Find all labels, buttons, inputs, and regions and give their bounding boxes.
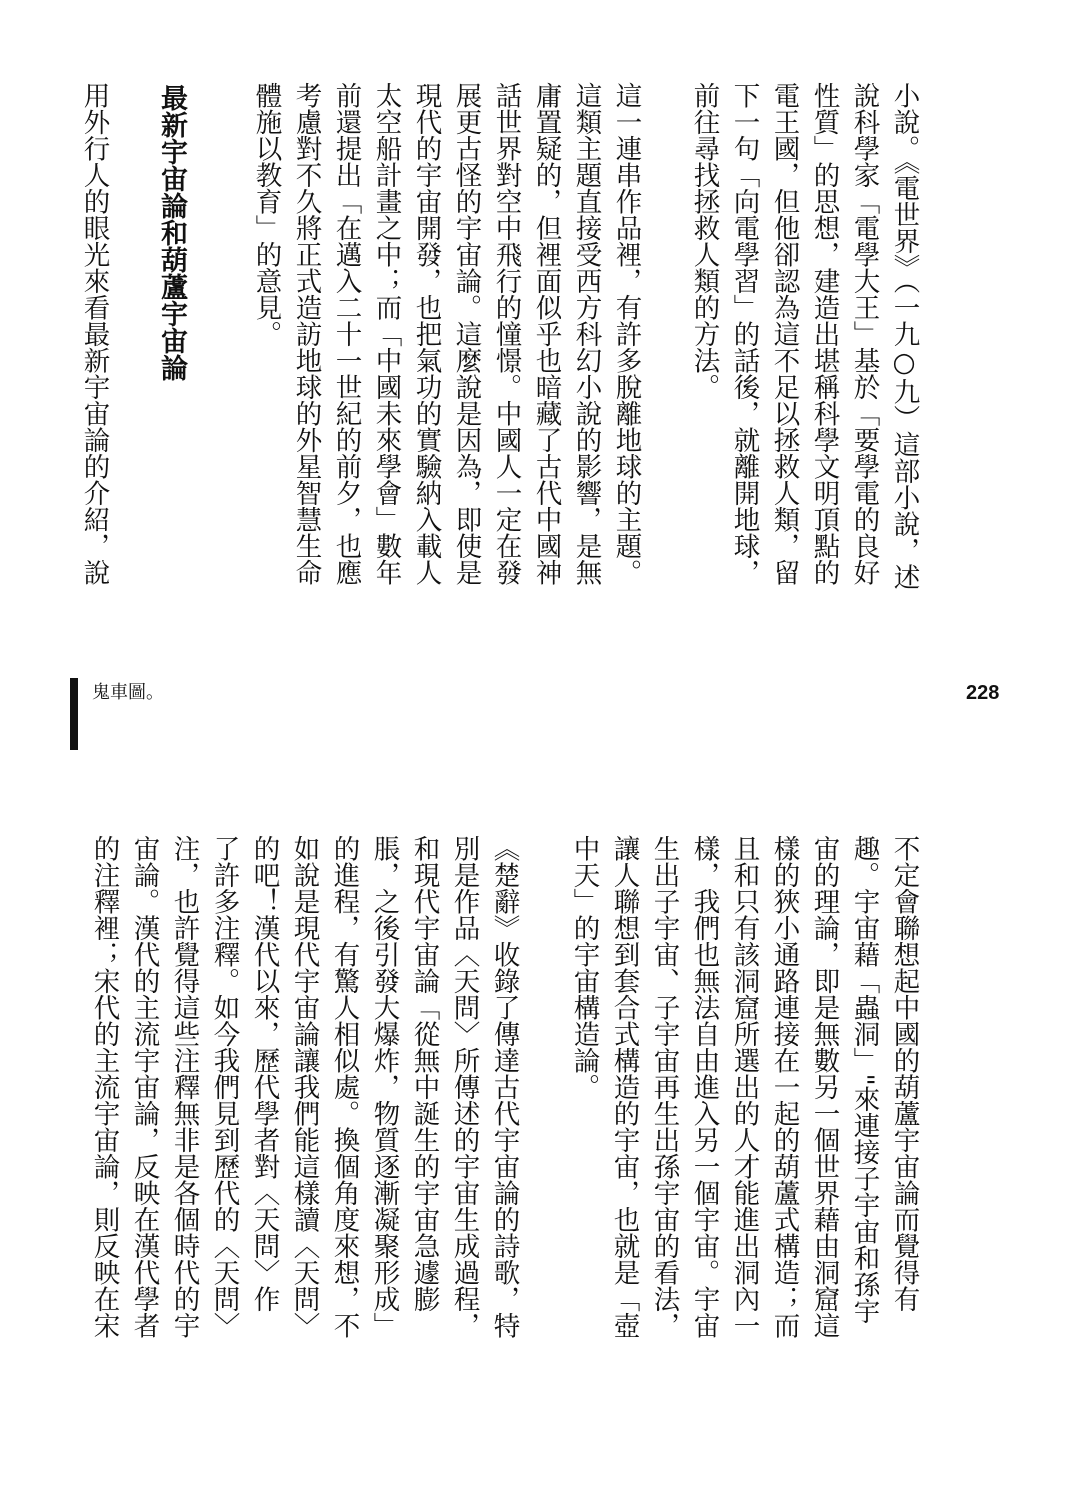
lower-text-column: 且和只有該洞窟所選出的人才能進出洞內一 <box>728 835 760 1339</box>
lower-text-column: 的進程，有驚人相似處。換個角度來想，不 <box>328 835 360 1339</box>
lower-text-column: 的吧！漢代以來，歷代學者對〈天問〉作 <box>248 835 280 1312</box>
section-heading: 最新宇宙論和葫蘆宇宙論 <box>156 84 187 381</box>
lower-text-column: 樣，我們也無法自由進入另一個宇宙。宇宙 <box>688 835 720 1339</box>
lower-text-column: 脹，之後引發大爆炸，物質逐漸凝聚形成」 <box>368 835 400 1339</box>
lower-text-column: 趣。宇宙藉「蟲洞」"來連接子宇宙和孫宇 <box>848 835 880 1325</box>
upper-text-column: 小說。《電世界》（一九○九）這部小說，述 <box>888 82 920 590</box>
upper-text-column: 說科學家「電學大王」基於「要學電的良好 <box>848 82 880 586</box>
upper-text-column: 前往尋找拯救人類的方法。 <box>688 82 720 400</box>
upper-text-column: 話世界對空中飛行的憧憬。中國人一定在發 <box>490 82 522 586</box>
upper-text-column: 展更古怪的宇宙論。這麼說是因為，即使是 <box>450 82 482 586</box>
footer-caption: 鬼車圖。 <box>92 682 164 703</box>
lower-text-column: 注，也許覺得這些注釋無非是各個時代的宇 <box>168 835 200 1339</box>
upper-text-column: 這一連串作品裡，有許多脫離地球的主題。 <box>610 82 642 586</box>
lower-text-column: 《楚辭》收錄了傳達古代宇宙論的詩歌，特 <box>488 835 520 1339</box>
page-number: 228 <box>966 682 1000 704</box>
upper-text-column: 體施以教育」的意見。 <box>250 82 282 347</box>
footer-marker-bar <box>70 678 78 750</box>
lower-text-column: 讓人聯想到套合式構造的宇宙，也就是「壺 <box>608 835 640 1339</box>
upper-text-column: 用外行人的眼光來看最新宇宙論的介紹，說 <box>78 82 110 586</box>
lower-text-column: 和現代宇宙論「從無中誕生的宇宙急遽膨 <box>408 835 440 1312</box>
lower-text-column: 宙論。漢代的主流宇宙論，反映在漢代學者 <box>128 835 160 1339</box>
upper-text-column: 下一句「向電學習」的話後，就離開地球， <box>728 82 760 586</box>
upper-text-column: 性質」的思想，建造出堪稱科學文明頂點的 <box>808 82 840 586</box>
upper-text-column: 考慮對不久將正式造訪地球的外星智慧生命 <box>290 82 322 586</box>
lower-text-column: 中天」的宇宙構造論。 <box>568 835 600 1100</box>
upper-text-column: 前還提出「在邁入二十一世紀的前夕，也應 <box>330 82 362 586</box>
lower-text-column: 樣的狹小通路連接在一起的葫蘆式構造；而 <box>768 835 800 1339</box>
lower-text-column: 了許多注釋。如今我們見到歷代的〈天問〉 <box>208 835 240 1339</box>
upper-text-column: 現代的宇宙開發，也把氣功的實驗納入載人 <box>410 82 442 586</box>
lower-text-column: 生出子宇宙、子宇宙再生出孫宇宙的看法， <box>648 835 680 1339</box>
lower-text-column: 別是作品〈天問〉所傳述的宇宙生成過程， <box>448 835 480 1339</box>
upper-text-column: 這類主題直接受西方科幻小說的影響，是無 <box>570 82 602 586</box>
upper-text-column: 電王國，但他卻認為這不足以拯救人類，留 <box>768 82 800 586</box>
lower-text-column: 宙的理論，即是無數另一個世界藉由洞窟這 <box>808 835 840 1339</box>
lower-text-column: 如說是現代宇宙論讓我們能這樣讀〈天問〉 <box>288 835 320 1339</box>
upper-text-column: 庸置疑的，但裡面似乎也暗藏了古代中國神 <box>530 82 562 586</box>
lower-text-column: 不定會聯想起中國的葫蘆宇宙論而覺得有 <box>888 835 920 1312</box>
lower-text-column: 的注釋裡；宋代的主流宇宙論，則反映在宋 <box>88 835 120 1339</box>
upper-text-column: 太空船計畫之中；而「中國未來學會」數年 <box>370 82 402 586</box>
